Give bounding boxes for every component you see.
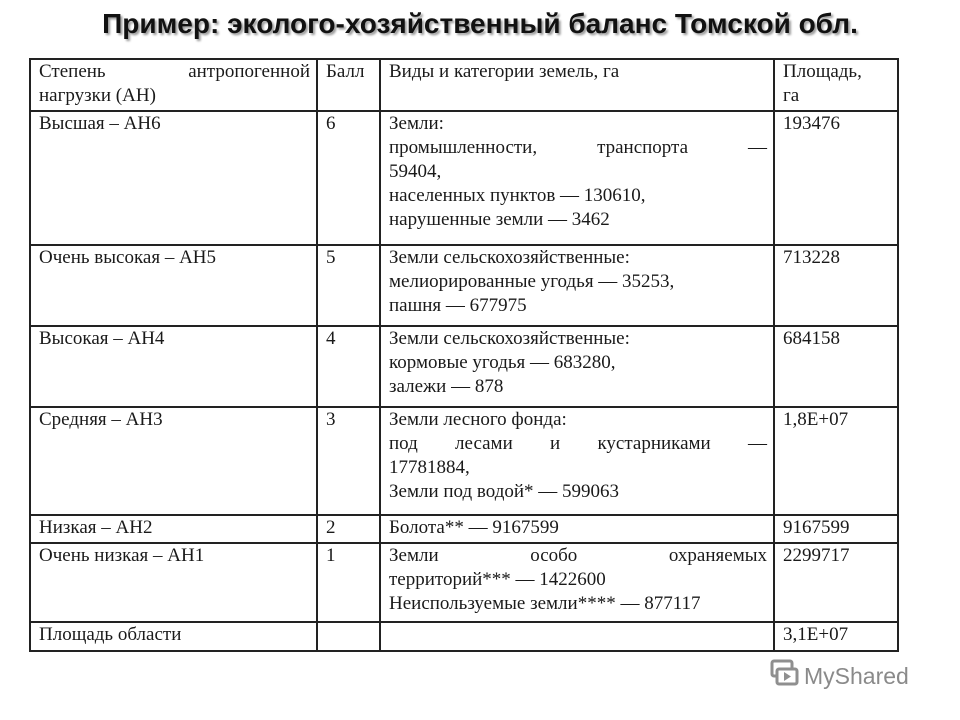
total-label-cell: Площадь области <box>30 622 317 651</box>
header-area-line1: Площадь, <box>783 61 862 82</box>
table-header-row <box>30 59 898 111</box>
area-cell: 9167599 <box>774 515 898 543</box>
degree-cell: Высокая – АН4 <box>30 326 317 407</box>
table-row <box>30 407 898 515</box>
score-cell: 3 <box>317 407 380 515</box>
total-score-cell <box>317 622 380 651</box>
score-cell: 1 <box>317 543 380 622</box>
lands-cell: Земли лесного фонда: под лесами и кустарниками — 17781884, Земли под водой* — 599063 <box>380 407 774 515</box>
area-cell: 684158 <box>774 326 898 407</box>
degree-cell: Высшая – АН6 <box>30 111 317 245</box>
degree-cell: Очень высокая – АН5 <box>30 245 317 326</box>
table-row <box>30 515 898 543</box>
balance-table <box>29 58 899 652</box>
area-cell: 193476 <box>774 111 898 245</box>
table-row <box>30 543 898 622</box>
lands-cell: Земли особо охраняемых территорий*** — 1422600 Неиспользуемые земли**** — 877117 <box>380 543 774 622</box>
score-cell: 2 <box>317 515 380 543</box>
degree-cell: Средняя – АН3 <box>30 407 317 515</box>
area-cell: 2299717 <box>774 543 898 622</box>
watermark-text: MyShared <box>804 662 909 689</box>
table-row <box>30 111 898 245</box>
watermark-logo <box>768 658 909 694</box>
total-lands-cell <box>380 622 774 651</box>
degree-cell: Низкая – АН2 <box>30 515 317 543</box>
lands-cell: Болота** — 9167599 <box>380 515 774 543</box>
page-title: Пример: эколого-хозяйственный баланс Томской обл. <box>102 8 858 39</box>
score-cell: 4 <box>317 326 380 407</box>
header-score: Балл <box>317 59 380 111</box>
header-degree <box>30 59 317 111</box>
lands-cell: Земли: промышленности, транспорта — 59404, населенных пунктов — 130610, нарушенные земли — 3462 <box>380 111 774 245</box>
header-degree-line2: нагрузки (АН) <box>39 85 156 106</box>
header-land-types: Виды и категории земель, га <box>380 59 774 111</box>
lands-cell: Земли сельскохозяйственные: кормовые угодья — 683280, залежи — 878 <box>380 326 774 407</box>
score-cell: 6 <box>317 111 380 245</box>
header-area <box>774 59 898 111</box>
area-cell: 713228 <box>774 245 898 326</box>
degree-cell: Очень низкая – АН1 <box>30 543 317 622</box>
area-cell: 1,8E+07 <box>774 407 898 515</box>
table-row <box>30 245 898 326</box>
header-area-line2: га <box>783 85 800 106</box>
lands-cell: Земли сельскохозяйственные: мелиорированные угодья — 35253, пашня — 677975 <box>380 245 774 326</box>
total-area-cell: 3,1E+07 <box>774 622 898 651</box>
score-cell: 5 <box>317 245 380 326</box>
table-row <box>30 326 898 407</box>
myshared-logo-icon <box>768 658 804 694</box>
total-row <box>30 622 898 651</box>
header-degree-line1: Степень антропогенной <box>39 61 310 82</box>
